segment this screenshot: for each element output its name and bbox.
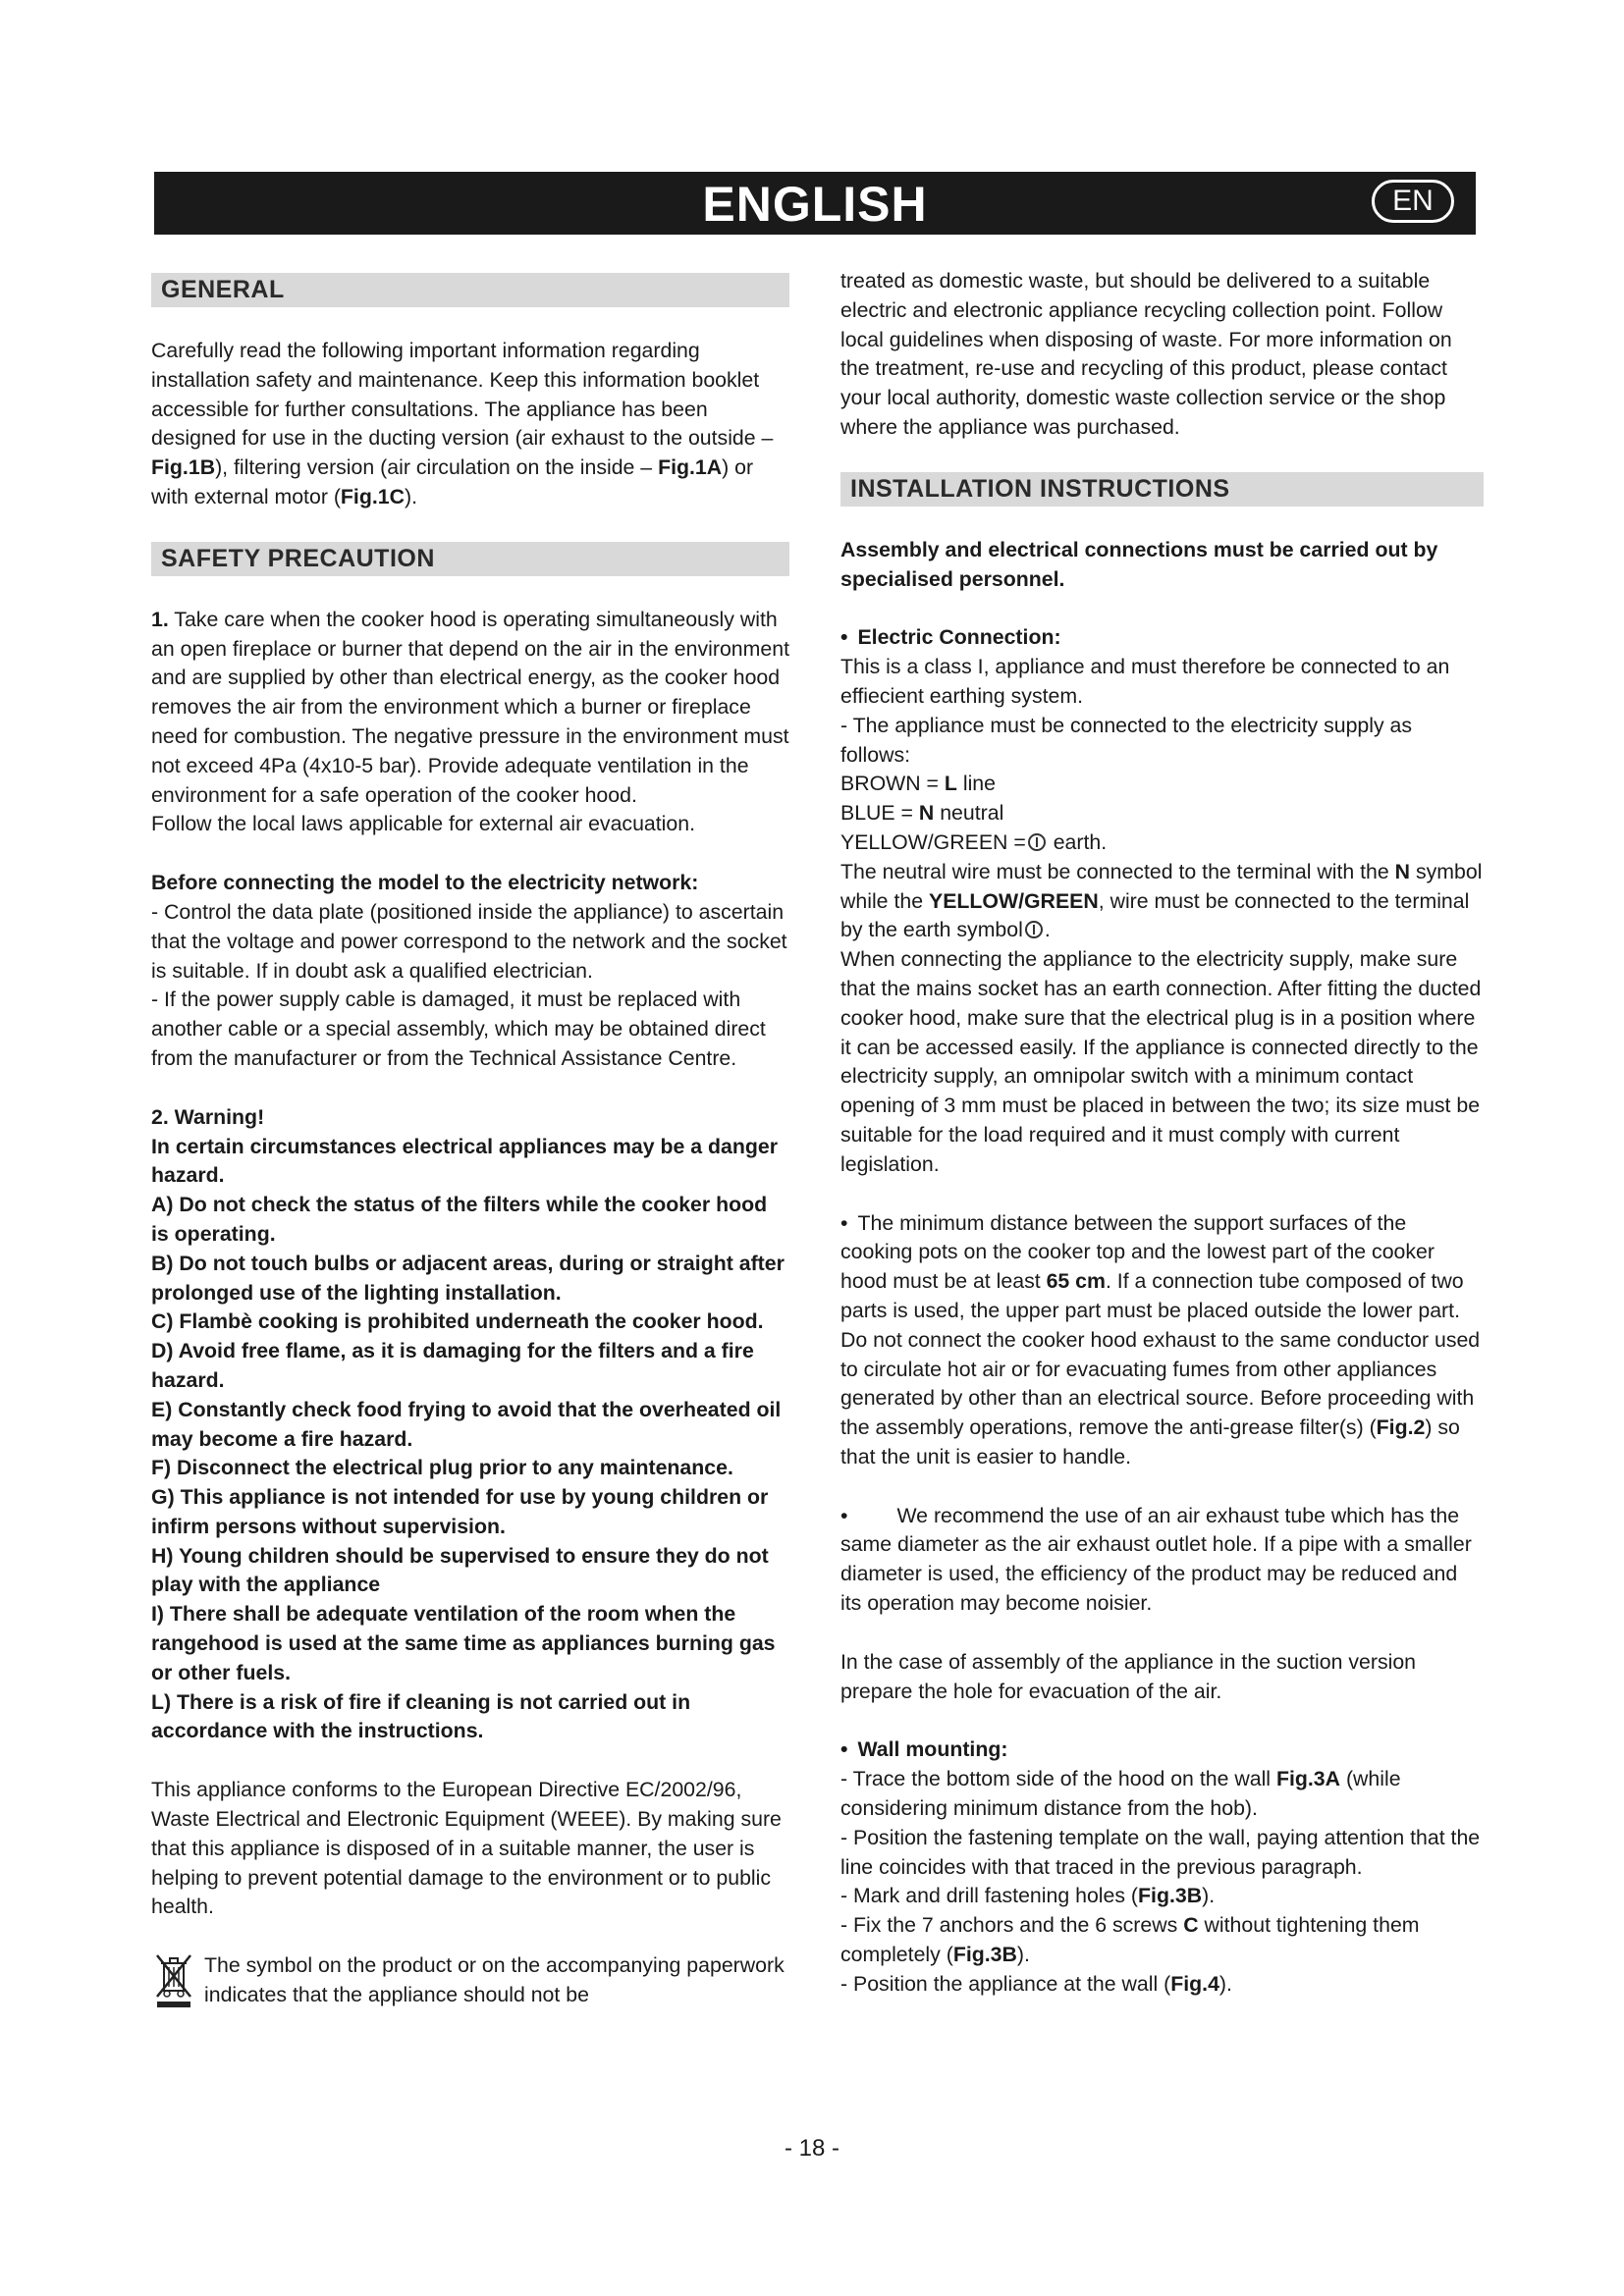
minimum-distance-paragraph: • The minimum distance between the support surfaces of the cooking pots on the cooker top and the lowest part of the cooker hood must be at least 65 cm. If a connection tube composed of two parts is used, the upper part must be placed outside the lower part. Do not connect the cooker hood exhaust to the same conductor used to circulate hot air or for evacuating fumes from other appliances generated by other than an electrical source. Before proceeding with the assembly operations, remove the anti-grease filter(s) (Fig.2) so that the unit is easier to handle. — [840, 1209, 1484, 1472]
wall-mounting-title: • Wall mounting: — [840, 1735, 1484, 1765]
weee-symbol-row — [151, 1951, 789, 2010]
earth-symbol-icon — [1025, 921, 1043, 938]
weee-paragraph: This appliance conforms to the European Directive EC/2002/96, Waste Electrical and Electronic Equipment (WEEE). By making sure that this appliance is disposed of in a suitable manner, the user is helping to prevent potential damage to the environment or to public health. — [151, 1778, 782, 1919]
safety-paragraph-1: 1. Take care when the cooker hood is operating simultaneously with an open fireplace or burner that depend on the air in the environment and are supplied by other than electrical energy, as the cooker hood removes the air from the environment which a burner or fireplace need for combustion. The negative pressure in the environment must not exceed 4Pa (4x10-5 bar). Provide adequate ventilation in the environment for a safe operation of the cooker hood. Follow the local laws applicable for external air evacuation. — [151, 607, 789, 836]
exhaust-paragraph: • We recommend the use of an air exhaust tube which has the same diameter as the air exhaust outlet hole. If a pipe with a smaller diameter is used, the efficiency of the product may be reduced and its operation may become noisier. — [840, 1502, 1484, 1619]
right-column — [840, 267, 1484, 2029]
safety-heading: SAFETY PRECAUTION — [151, 542, 789, 576]
suction-paragraph: In the case of assembly of the appliance in the suction version prepare the hole for evacuation of the air. — [840, 1649, 1417, 1703]
banner-title: ENGLISH — [702, 177, 928, 232]
electric-connection-section: • Electric Connection: This is a class I, appliance and must therefore be connected to an effiecient earthing system. - The appliance must be connected to the electricity supply as follows: BROWN = L line BLUE = N neutral YELLOW/GREEN = earth. The neutral wire must be connected to the terminal with the N symbol while the YELLOW/GREEN, wire must be connected to the terminal by the earth symbol . When connecting the appliance to the electricity supply, make sure that the mains socket has an earth connection. After fitting the ducted cooker hood, make sure that the electrical plug is in a position where it can be accessed easily. If the appliance is connected directly to the electricity supply, an omnipolar switch with a minimum contact opening of 3 mm must be placed in between the two; its size must be suitable for the load required and it must comply with current legislation. — [840, 623, 1484, 1179]
wall-mounting-section: • Wall mounting: - Trace the bottom side of the hood on the wall Fig.3A (while considering minimum distance from the hob). - Position the fastening template on the wall, paying attention that the line coincides with that traced in the previous paragraph. - Mark and drill fastening holes (Fig.3B). - Fix the 7 anchors and the 6 screws C without tightening them completely (Fig.3B). - Position the appliance at the wall (Fig.4). — [840, 1735, 1484, 1999]
language-badge: EN — [1372, 180, 1454, 223]
general-paragraph: Carefully read the following important information regarding installation safety and maintenance. Keep this information booklet accessible for further consultations. The appliance has been designed for use in the ducting version (air exhaust to the outside – Fig.1B), filtering version (air circulation on the inside – Fig.1A) or with external motor (Fig.1C). — [151, 339, 774, 508]
warning-section: 2. Warning! In certain circumstances electrical appliances may be a danger hazard. A) Do not check the status of the filters while the cooker hood is operating. B) Do not touch bulbs or adjacent areas, during or straight after prolonged use of the lighting installation. C) Flambè cooking is prohibited underneath the cooker hood. D) Avoid free flame, as it is damaging for the filters and a fire hazard. E) Constantly check food frying to avoid that the overheated oil may become a fire hazard. F) Disconnect the electrical plug prior to any maintenance. G) This appliance is not intended for use by young children or infirm persons without supervision. H) Young children should be supervised to ensure they do not play with the appliance I) There shall be adequate ventilation of the room when the rangehood is used at the same time as appliances burning gas or other fuels. L) There is a risk of fire if cleaning is not carried out in accordance with the instructions. — [151, 1103, 789, 1747]
left-column — [151, 265, 789, 2010]
earth-symbol-icon — [1028, 833, 1046, 851]
page-number: - 18 - — [784, 2135, 839, 2162]
continuation-paragraph: treated as domestic waste, but should be delivered to a suitable electric and electronic appliance recycling collection point. Follow local guidelines when disposing of waste. For more information on the treatment, re-use and recycling of this product, please contact your local authority, domestic waste collection service or the shop where the appliance was purchased. — [840, 269, 1452, 439]
before-connecting-section: Before connecting the model to the electricity network: - Control the data plate (positioned inside the appliance) to ascertain that the voltage and power correspond to the network and the socket is suitable. If in doubt ask a qualified electrician. - If the power supply cable is damaged, it must be replaced with another cable or a special assembly, which may be obtained direct from the manufacturer or from the Technical Assistance Centre. — [151, 869, 789, 1074]
general-heading: GENERAL — [151, 273, 789, 307]
electric-connection-title: • Electric Connection: — [840, 623, 1484, 653]
before-connecting-heading: Before connecting the model to the electricity network: — [151, 871, 699, 895]
crossed-out-bin-icon — [151, 1951, 196, 2008]
symbol-paragraph: The symbol on the product or on the accompanying paperwork indicates that the appliance should not be — [204, 1953, 785, 2007]
language-banner — [154, 172, 1476, 235]
installation-heading: INSTALLATION INSTRUCTIONS — [840, 472, 1484, 507]
warning-title: 2. Warning! — [151, 1104, 265, 1129]
installation-intro: Assembly and electrical connections must be carried out by specialised personnel. — [840, 537, 1438, 591]
